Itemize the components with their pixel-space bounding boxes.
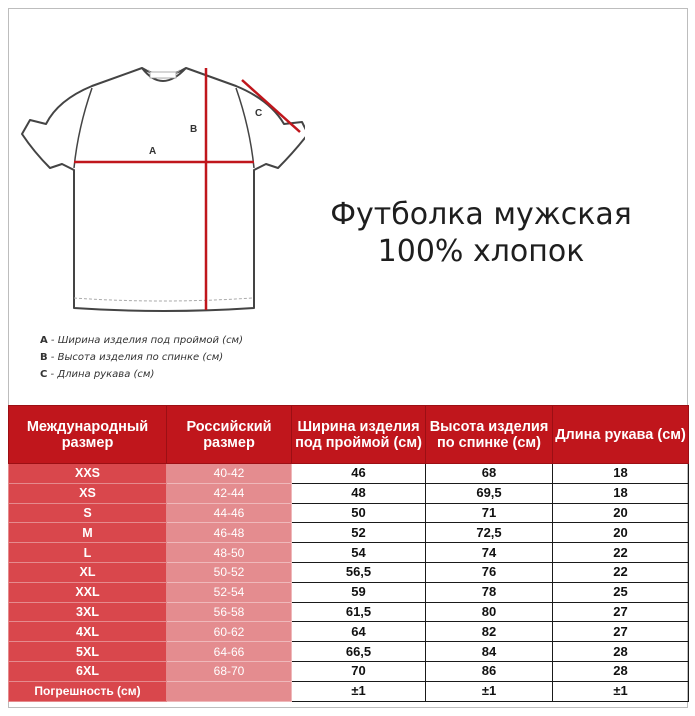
marker-b: B — [190, 124, 198, 135]
rus-size-cell: 42-44 — [167, 483, 292, 503]
intl-size-cell: 3XL — [9, 602, 167, 622]
legend-text: Длина рукава (см) — [57, 369, 155, 380]
table-row — [9, 602, 689, 622]
size-table — [8, 405, 689, 702]
legend-letter: C — [40, 369, 48, 380]
sleeve-cell: 22 — [553, 562, 689, 582]
sleeve-cell: 27 — [553, 602, 689, 622]
legend-letter: A — [40, 335, 48, 346]
legend-row-c: C - Длина рукава (см) — [40, 369, 155, 380]
sleeve-cell: 25 — [553, 582, 689, 602]
width-cell: 61,5 — [292, 602, 426, 622]
intl-size-cell: S — [9, 503, 167, 523]
marker-c: C — [255, 108, 263, 119]
rus-size-cell: 64-66 — [167, 642, 292, 662]
label-tag — [150, 72, 176, 78]
sleeve-cell: 22 — [553, 543, 689, 563]
height-cell: 80 — [426, 602, 553, 622]
header-rus-size: Российский размер — [167, 406, 292, 464]
rus-size-cell: 46-48 — [167, 523, 292, 543]
legend-letter: B — [40, 352, 48, 363]
table-row — [9, 642, 689, 662]
width-cell: 59 — [292, 582, 426, 602]
height-cell: 72,5 — [426, 523, 553, 543]
rus-size-cell: 40-42 — [167, 464, 292, 484]
height-cell: 69,5 — [426, 483, 553, 503]
intl-size-cell: M — [9, 523, 167, 543]
tolerance-label: Погрешность (см) — [9, 681, 167, 701]
legend-text: Высота изделия по спинке (см) — [57, 352, 224, 363]
product-title-line2: 100% хлопок — [377, 234, 585, 269]
table-row — [9, 661, 689, 681]
sleeve-cell: 20 — [553, 503, 689, 523]
tolerance-rus — [167, 681, 292, 701]
intl-size-cell: XS — [9, 483, 167, 503]
height-cell: 76 — [426, 562, 553, 582]
height-cell: 74 — [426, 543, 553, 563]
intl-size-cell: XL — [9, 562, 167, 582]
height-cell: 71 — [426, 503, 553, 523]
sleeve-cell: 28 — [553, 642, 689, 662]
legend-row-a: A - Ширина изделия под проймой (см) — [40, 335, 244, 346]
tolerance-width: ±1 — [292, 681, 426, 701]
tshirt-diagram — [20, 58, 305, 328]
sleeve-cell: 18 — [553, 483, 689, 503]
table-row — [9, 543, 689, 563]
header-width: Ширина изделия под проймой (см) — [292, 406, 426, 464]
width-cell: 64 — [292, 622, 426, 642]
table-row — [9, 622, 689, 642]
width-cell: 66,5 — [292, 642, 426, 662]
header-intl-size: Международный размер — [9, 406, 167, 464]
intl-size-cell: 5XL — [9, 642, 167, 662]
height-cell: 82 — [426, 622, 553, 642]
rus-size-cell: 60-62 — [167, 622, 292, 642]
sleeve-cell: 27 — [553, 622, 689, 642]
rus-size-cell: 56-58 — [167, 602, 292, 622]
width-cell: 52 — [292, 523, 426, 543]
size-table-header — [9, 406, 689, 464]
rus-size-cell: 48-50 — [167, 543, 292, 563]
table-row — [9, 523, 689, 543]
intl-size-cell: 4XL — [9, 622, 167, 642]
table-row — [9, 562, 689, 582]
tolerance-sleeve: ±1 — [553, 681, 689, 701]
header-sleeve: Длина рукава (см) — [553, 406, 689, 464]
width-cell: 56,5 — [292, 562, 426, 582]
product-title — [296, 196, 666, 270]
rus-size-cell: 44-46 — [167, 503, 292, 523]
tshirt-outline — [22, 68, 305, 311]
sleeve-cell: 18 — [553, 464, 689, 484]
table-row — [9, 483, 689, 503]
measurement-legend — [40, 332, 243, 383]
table-row — [9, 503, 689, 523]
sleeve-cell: 20 — [553, 523, 689, 543]
table-row — [9, 464, 689, 484]
intl-size-cell: XXS — [9, 464, 167, 484]
sleeve-cell: 28 — [553, 661, 689, 681]
marker-a: A — [149, 146, 157, 157]
header-height: Высота изделия по спинке (см) — [426, 406, 553, 464]
intl-size-cell: L — [9, 543, 167, 563]
legend-text: Ширина изделия под проймой (см) — [57, 335, 244, 346]
rus-size-cell: 68-70 — [167, 661, 292, 681]
product-title-line1: Футболка мужская — [330, 197, 632, 232]
width-cell: 70 — [292, 661, 426, 681]
rus-size-cell: 52-54 — [167, 582, 292, 602]
width-cell: 48 — [292, 483, 426, 503]
tolerance-height: ±1 — [426, 681, 553, 701]
height-cell: 84 — [426, 642, 553, 662]
intl-size-cell: XXL — [9, 582, 167, 602]
tolerance-row — [9, 681, 689, 701]
height-cell: 68 — [426, 464, 553, 484]
rus-size-cell: 50-52 — [167, 562, 292, 582]
tshirt-svg — [20, 58, 305, 328]
height-cell: 86 — [426, 661, 553, 681]
width-cell: 54 — [292, 543, 426, 563]
height-cell: 78 — [426, 582, 553, 602]
legend-row-b: B - Высота изделия по спинке (см) — [40, 352, 224, 363]
width-cell: 50 — [292, 503, 426, 523]
table-row — [9, 582, 689, 602]
width-cell: 46 — [292, 464, 426, 484]
intl-size-cell: 6XL — [9, 661, 167, 681]
